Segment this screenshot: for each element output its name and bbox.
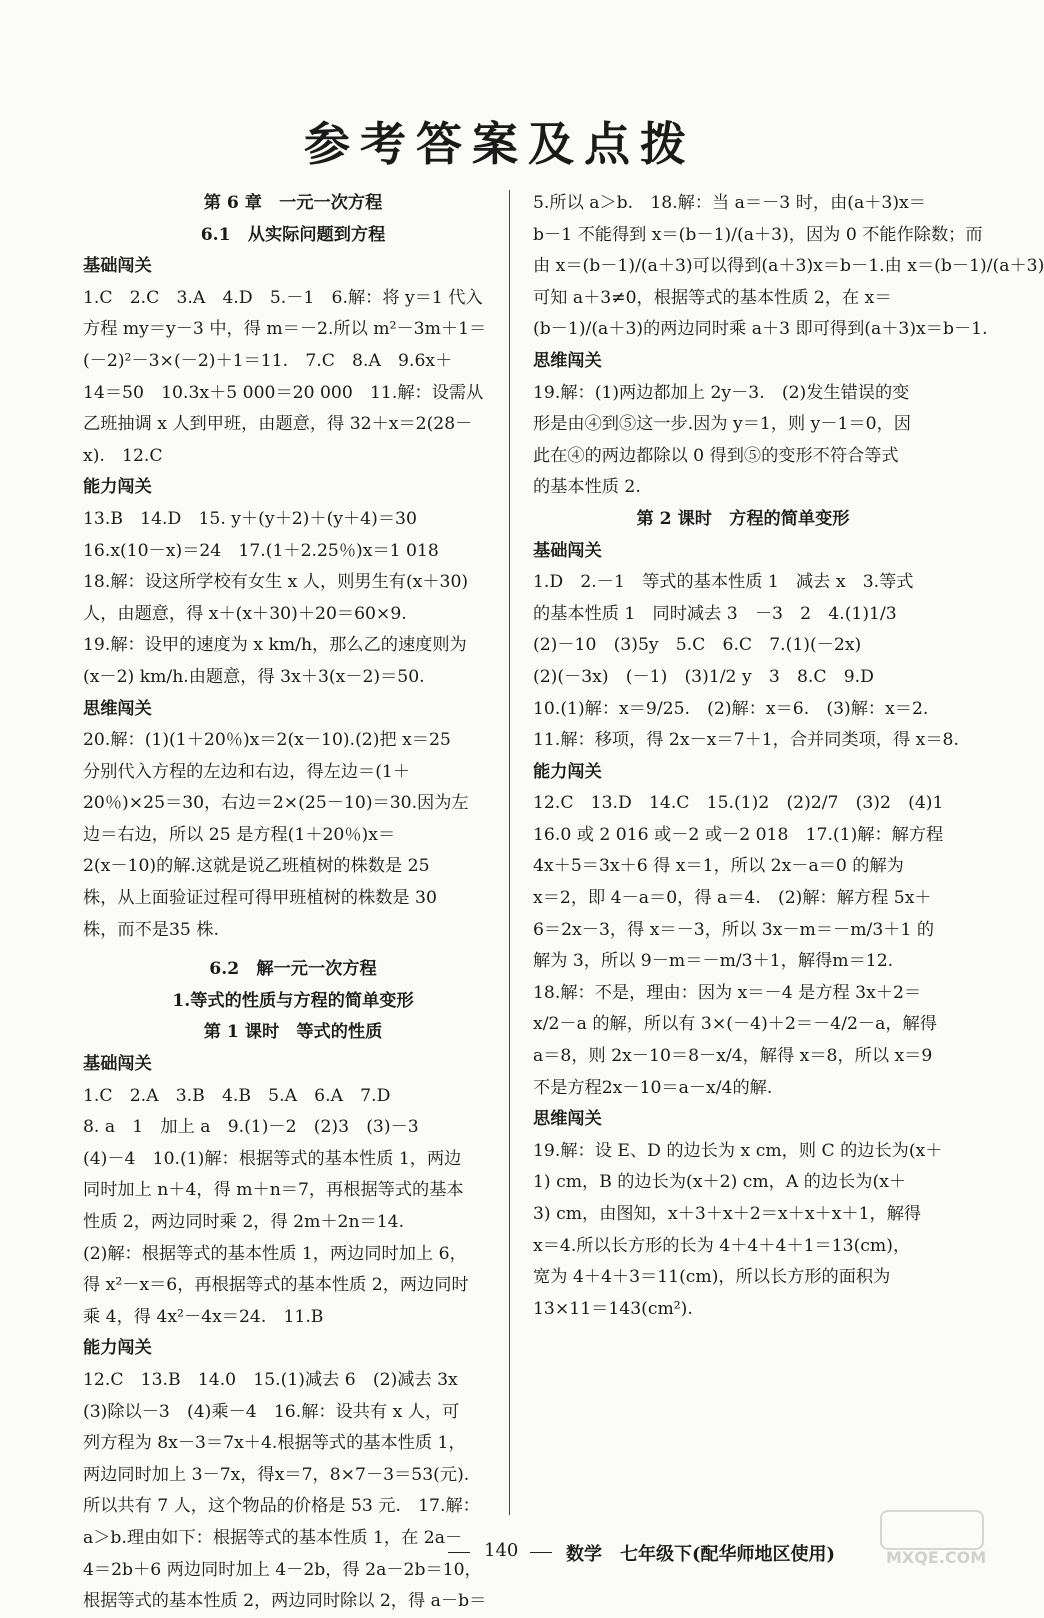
answer-line: 人，由题意，得 x＋(x＋30)＋20＝60×9. [83,603,407,624]
right-column [533,188,1044,1325]
answer-line: 所以共有 7 人，这个物品的价格是 53 元. 17.解： [83,1496,480,1517]
answer-line: 形是由④到⑤这一步.因为 y＝1，则 y－1＝0，因 [533,414,911,435]
answer-line: a＝8，则 2x－10＝8－x/4，解得 x＝8，所以 x＝9 [533,1046,933,1067]
watermark-text: MXQE.COM [886,1548,987,1567]
subsection-heading: 基础闯关 [533,540,602,561]
column-divider [509,190,510,1515]
subsection-heading: 基础闯关 [83,1054,152,1075]
answer-line: 得 x²－x＝6，再根据等式的基本性质 2，两边同时 [83,1275,469,1296]
answer-line: 两边同时加上 3－7x，得x＝7，8×7－3＝53(元). [83,1464,470,1485]
answer-line: 6＝2x－3，得 x＝－3，所以 3x－m＝－m/3＋1 的 [533,919,935,940]
answer-line: 宽为 4＋4＋3＝11(cm)，所以长方形的面积为 [533,1267,891,1288]
answer-line: 1) cm，B 的边长为(x＋2) cm，A 的边长为(x＋ [533,1172,907,1193]
answer-line: (2)(－3x) (－1) (3)1/2 y 3 8.C 9.D [533,666,874,687]
answer-line: 12.C 13.B 14.0 15.(1)减去 6 (2)减去 3x [83,1369,458,1390]
answer-line: (3)除以－3 (4)乘－4 16.解：设共有 x 人，可 [83,1401,460,1422]
answer-line: 不是方程2x－10＝a－x/4的解. [533,1077,773,1098]
answer-line: 根据等式的基本性质 2，两边同时除以 2，得 a－b＝ [83,1591,487,1612]
subsection-heading: 思维闯关 [533,1109,602,1130]
answer-line: a＞b.理由如下：根据等式的基本性质 1，在 2a－ [83,1527,463,1548]
answer-line: 1.D 2.－1 等式的基本性质 1 减去 x 3.等式 [533,572,914,593]
section-heading: 6.2 解一元一次方程 [209,959,377,980]
answer-line: 14＝50 10.3x＋5 000＝20 000 11.解：设需从 [83,382,484,403]
answer-line: 的基本性质 1 同时减去 3 －3 2 4.(1)1/3 [533,603,897,624]
answer-line: 1.C 2.C 3.A 4.D 5.－1 6.解：将 y＝1 代入 [83,287,483,308]
answer-line: 株，从上面验证过程可得甲班植树的株数是 30 [83,888,437,909]
page-title: 参考答案及点拨 [304,117,696,171]
answer-line: 19.解：设 E、D 的边长为 x cm，则 C 的边长为(x＋ [533,1140,943,1161]
watermark-logo [880,1510,990,1570]
answer-line: 16.0 或 2 016 或－2 或－2 018 17.(1)解：解方程 [533,824,944,845]
answer-line: 的基本性质 2. [533,477,641,498]
answer-line: 18.解：设这所学校有女生 x 人，则男生有(x＋30) [83,572,469,593]
answer-line: x/2－a 的解，所以有 3×(－4)＋2＝－4/2－a，解得 [533,1014,937,1035]
section-heading: 第 6 章 一元一次方程 [203,193,383,213]
section-heading: 第 1 课时 等式的性质 [203,1022,383,1043]
answer-line: 2(x－10)的解.这就是说乙班植树的株数是 25 [83,856,430,877]
answer-line: 10.(1)解：x＝9/25. (2)解：x＝6. (3)解：x＝2. [533,698,929,719]
answer-line: 解为 3，所以 9－m＝－m/3＋1，解得m＝12. [533,951,894,972]
answer-line: 16.x(10－x)＝24 17.(1＋2.25％)x＝1 018 [83,540,439,561]
subsection-heading: 思维闯关 [83,698,152,719]
page-number: 140 [484,1540,519,1561]
left-column [83,188,503,1618]
section-heading: 第 2 课时 方程的简单变形 [636,508,850,529]
footer-dash-left [448,1552,470,1553]
section-heading: 1.等式的性质与方程的简单变形 [172,990,414,1011]
subsection-heading: 思维闯关 [533,350,602,371]
answer-line: 13×11＝143(cm²). [533,1298,693,1319]
answer-line: 分别代入方程的左边和右边，得左边＝(1＋ [83,761,411,782]
answer-line: (－2)²－3×(－2)＋1＝11. 7.C 8.A 9.6x＋ [83,350,453,371]
subsection-heading: 能力闯关 [83,477,152,498]
answer-line: 20.解：(1)(1＋20％)x＝2(x－10).(2)把 x＝25 [83,730,451,751]
answer-line: 由 x＝(b－1)/(a＋3)可以得到(a＋3)x＝b－1.由 x＝(b－1)/(a＋3) [533,256,1044,277]
answer-line: (b－1)/(a＋3)的两边同时乘 a＋3 即可得到(a＋3)x＝b－1. [533,319,988,340]
answer-line: 边＝右边，所以 25 是方程(1＋20％)x＝ [83,824,396,845]
answer-line: x＝2，即 4－a＝0，得 a＝4. (2)解：解方程 5x＋ [533,888,932,909]
answer-line: 3) cm，由图知，x＋3＋x＋2＝x＋x＋x＋1，解得 [533,1204,922,1224]
answer-line: 1.C 2.A 3.B 4.B 5.A 6.A 7.D [83,1085,391,1106]
answer-line: 8. a 1 加上 a 9.(1)－2 (2)3 (3)－3 [83,1117,419,1138]
answer-line: 性质 2，两边同时乘 2，得 2m＋2n＝14. [83,1212,405,1232]
subsection-heading: 能力闯关 [533,761,602,782]
watermark-box [880,1510,984,1550]
section-heading: 6.1 从实际问题到方程 [200,224,386,245]
answer-line: x). 12.C [83,445,163,466]
answer-line: 方程 my＝y－3 中，得 m＝－2.所以 m²－3m＋1＝ [83,319,487,340]
answer-line: b－1 不能得到 x＝(b－1)/(a＋3)，因为 0 不能作除数；而 [533,224,983,245]
answer-line: 列方程为 8x－3＝7x＋4.根据等式的基本性质 1， [83,1433,466,1454]
answer-line: 18.解：不是，理由：因为 x＝－4 是方程 3x＋2＝ [533,982,922,1003]
answer-line: (2)解：根据等式的基本性质 1，两边同时加上 6， [83,1243,467,1264]
answer-line: x＝4.所以长方形的长为 4＋4＋4＋1＝13(cm)， [533,1235,911,1256]
answer-line: 4＝2b＋6 两边同时加上 4－2b，得 2a－2b＝10， [83,1559,482,1580]
footer-dash-right [530,1552,552,1553]
answer-line: 12.C 13.D 14.C 15.(1)2 (2)2/7 (3)2 (4)1 [533,793,944,814]
spacer [83,946,503,954]
answer-line: 11.解：移项，得 2x－x＝7＋1，合并同类项，得 x＝8. [533,730,959,751]
answer-line: 此在④的两边都除以 0 得到⑤的变形不符合等式 [533,445,899,466]
answer-line: 乘 4，得 4x²－4x＝24. 11.B [83,1306,324,1327]
answer-line: 乙班抽调 x 人到甲班，由题意，得 32＋x＝2(28－ [83,414,473,435]
answer-line: 5.所以 a＞b. 18.解：当 a＝－3 时，由(a＋3)x＝ [533,193,926,213]
answer-line: (4)－4 10.(1)解：根据等式的基本性质 1，两边 [83,1148,462,1169]
subsection-heading: 能力闯关 [83,1338,152,1359]
answer-line: 株，而不是35 株. [83,919,219,940]
answer-line: 19.解：设甲的速度为 x km/h，那么乙的速度则为 [83,635,467,656]
page-footer [0,1540,1000,1564]
answer-line: 同时加上 n＋4，得 m＋n＝7，再根据等式的基本 [83,1180,464,1201]
answer-line: 20％)×25＝30，右边＝2×(25－10)＝30.因为左 [83,793,469,814]
subsection-heading: 基础闯关 [83,256,152,277]
answer-line: (x－2) km/h.由题意，得 3x＋3(x－2)＝50. [83,666,425,687]
answer-line: 4x＋5＝3x＋6 得 x＝1，所以 2x－a＝0 的解为 [533,856,904,877]
answer-line: 19.解：(1)两边都加上 2y－3. (2)发生错误的变 [533,382,910,403]
answer-line: 可知 a＋3≠0，根据等式的基本性质 2，在 x＝ [533,287,892,308]
footer-subject: 数学 七年级下(配华师地区使用) [566,1544,836,1565]
answer-line: (2)－10 (3)5y 5.C 6.C 7.(1)(－2x) [533,635,862,656]
answer-line: 13.B 14.D 15. y＋(y＋2)＋(y＋4)＝30 [83,508,417,529]
